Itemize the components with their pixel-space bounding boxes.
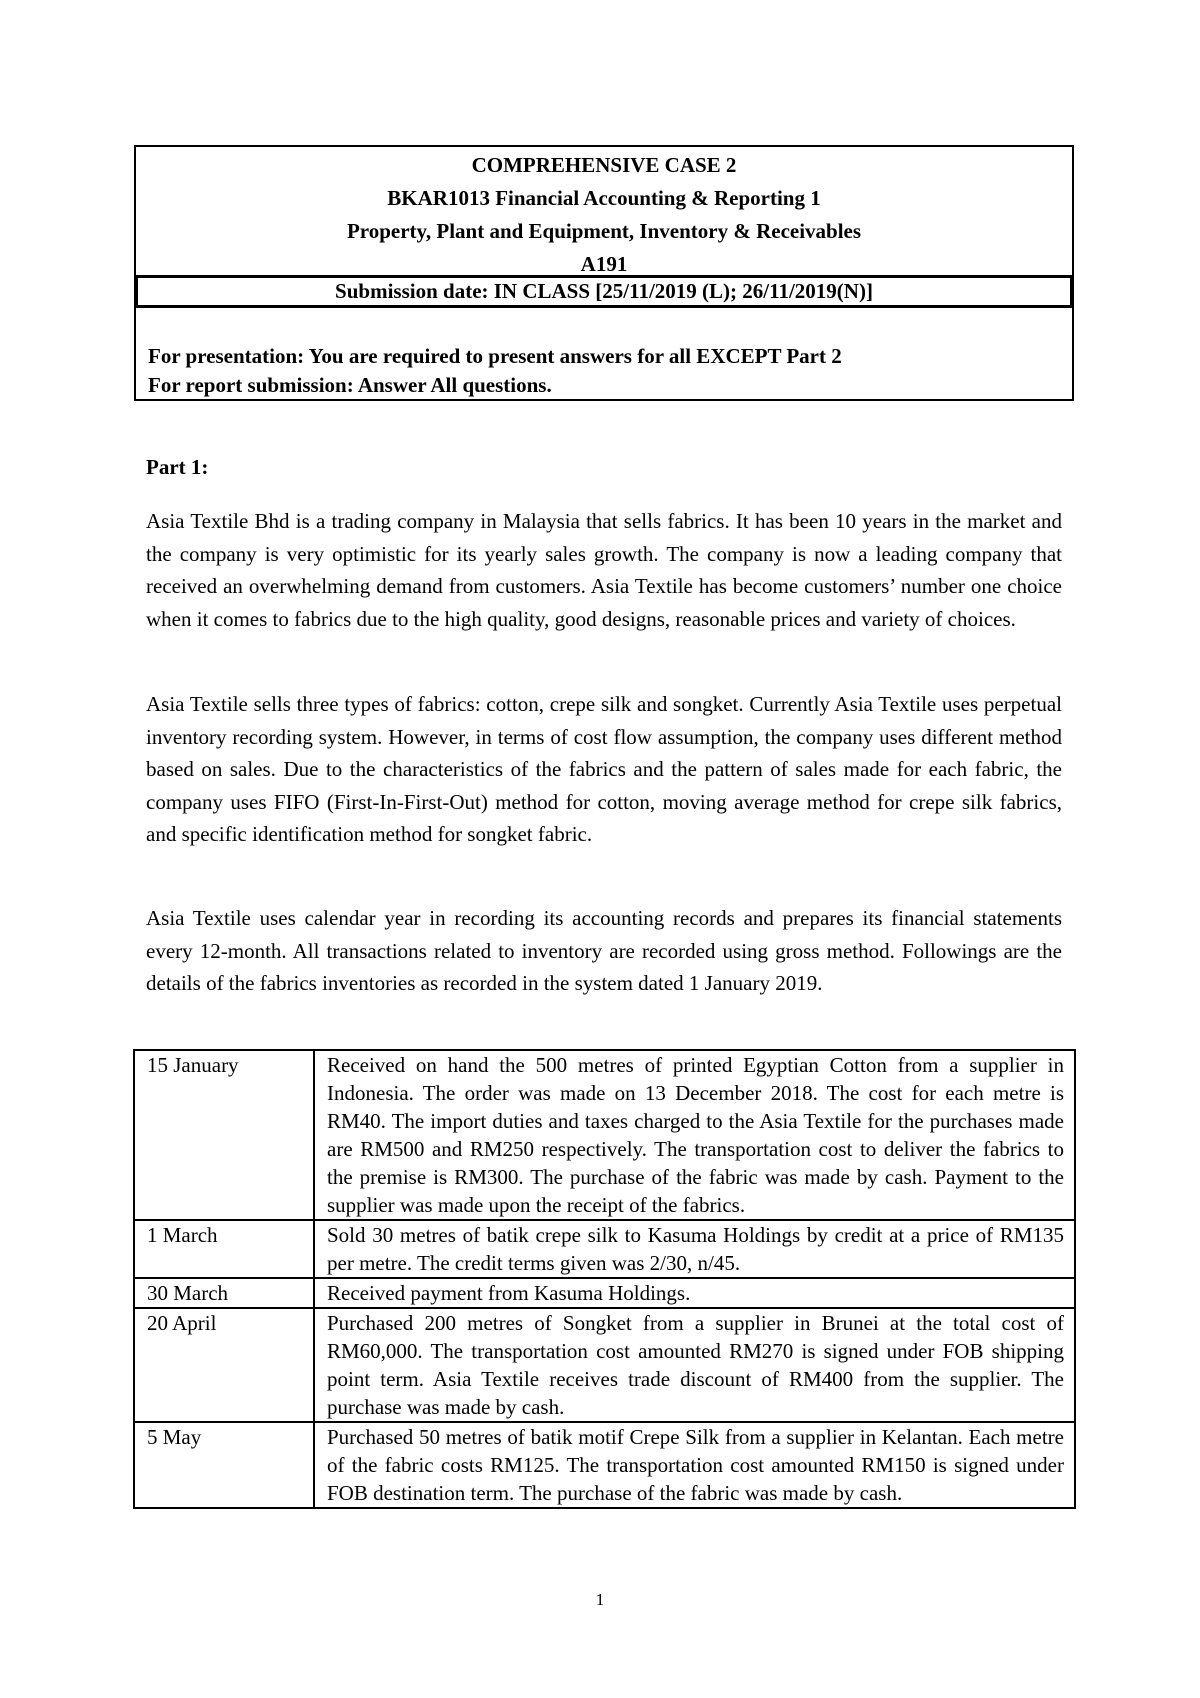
table-row	[134, 1278, 1075, 1308]
case-title-block	[136, 147, 1072, 281]
transaction-date: 5 May	[134, 1422, 314, 1508]
transaction-description: Sold 30 metres of batik crepe silk to Kasuma Holdings by credit at a price of RM135 per metre. The credit terms given was 2/30, n/45.	[314, 1220, 1075, 1278]
semester-code: A191	[580, 252, 628, 276]
case-header-box	[134, 145, 1074, 401]
table-row	[134, 1220, 1075, 1278]
paragraph-accounting-policy: Asia Textile uses calendar year in recording its accounting records and prepares its financial statements every 12-month. All transactions related to inventory are recorded using gross method. Followings are the details of the fabrics inventories as recorded in the system dated 1 January 2019.	[146, 906, 1062, 995]
case-title: COMPREHENSIVE CASE 2	[471, 153, 737, 177]
part-1-heading: Part 1:	[146, 455, 209, 479]
report-note: For report submission: Answer All questions.	[148, 373, 552, 397]
case-topics: Property, Plant and Equipment, Inventory & Receivables	[346, 219, 862, 243]
transaction-date: 15 January	[134, 1050, 314, 1220]
paragraph-company-intro: Asia Textile Bhd is a trading company in Malaysia that sells fabrics. It has been 10 years in the market and the company is very optimistic for its yearly sales growth. The company is now a leading company that received an overwhelming demand from customers. Asia Textile has become customers’ number one choice when it comes to fabrics due to the high quality, good designs, reasonable prices and variety of choices.	[146, 509, 1062, 631]
transaction-date: 1 March	[134, 1220, 314, 1278]
transactions-table	[133, 1049, 1076, 1509]
presentation-note: For presentation: You are required to present answers for all EXCEPT Part 2	[148, 344, 842, 368]
transaction-description: Purchased 50 metres of batik motif Crepe Silk from a supplier in Kelantan. Each metre of the fabric costs RM125. The transportation cost amounted RM150 is signed under FOB destination term. The purchase of the fabric was made by cash.	[314, 1422, 1075, 1508]
transaction-description: Received on hand the 500 metres of printed Egyptian Cotton from a supplier in Indonesia. The order was made on 13 December 2018. The cost for each metre is RM40. The import duties and taxes charged to the Asia Textile for the purchases made are RM500 and RM250 respectively. The transportation cost to deliver the fabrics to the premise is RM300. The purchase of the fabric was made by cash. Payment to the supplier was made upon the receipt of the fabrics.	[314, 1050, 1075, 1220]
table-row	[134, 1422, 1075, 1508]
transaction-date: 20 April	[134, 1308, 314, 1422]
submission-date: Submission date: IN CLASS [25/11/2019 (L); 26/11/2019(N)]	[136, 275, 1072, 308]
table-row	[134, 1050, 1075, 1220]
paragraph-fabric-methods: Asia Textile sells three types of fabrics: cotton, crepe silk and songket. Currently Asia Textile uses perpetual inventory recording system. However, in terms of cost flow assumption, the company uses different method based on sales. Due to the characteristics of the fabrics and the pattern of sales made for each fabric, the company uses FIFO (First-In-First-Out) method for cotton, moving average method for crepe silk fabrics, and specific identification method for songket fabric.	[146, 692, 1062, 846]
instructions-block	[148, 342, 842, 400]
page-number: 1	[595, 1590, 605, 1609]
transaction-description: Received payment from Kasuma Holdings.	[314, 1278, 1075, 1308]
transaction-date: 30 March	[134, 1278, 314, 1308]
course-name: BKAR1013 Financial Accounting & Reporting 1	[387, 186, 821, 210]
transaction-description: Purchased 200 metres of Songket from a supplier in Brunei at the total cost of RM60,000. The transportation cost amounted RM270 is signed under FOB shipping point term. Asia Textile receives trade discount of RM400 from the supplier. The purchase was made by cash.	[314, 1308, 1075, 1422]
table-row	[134, 1308, 1075, 1422]
